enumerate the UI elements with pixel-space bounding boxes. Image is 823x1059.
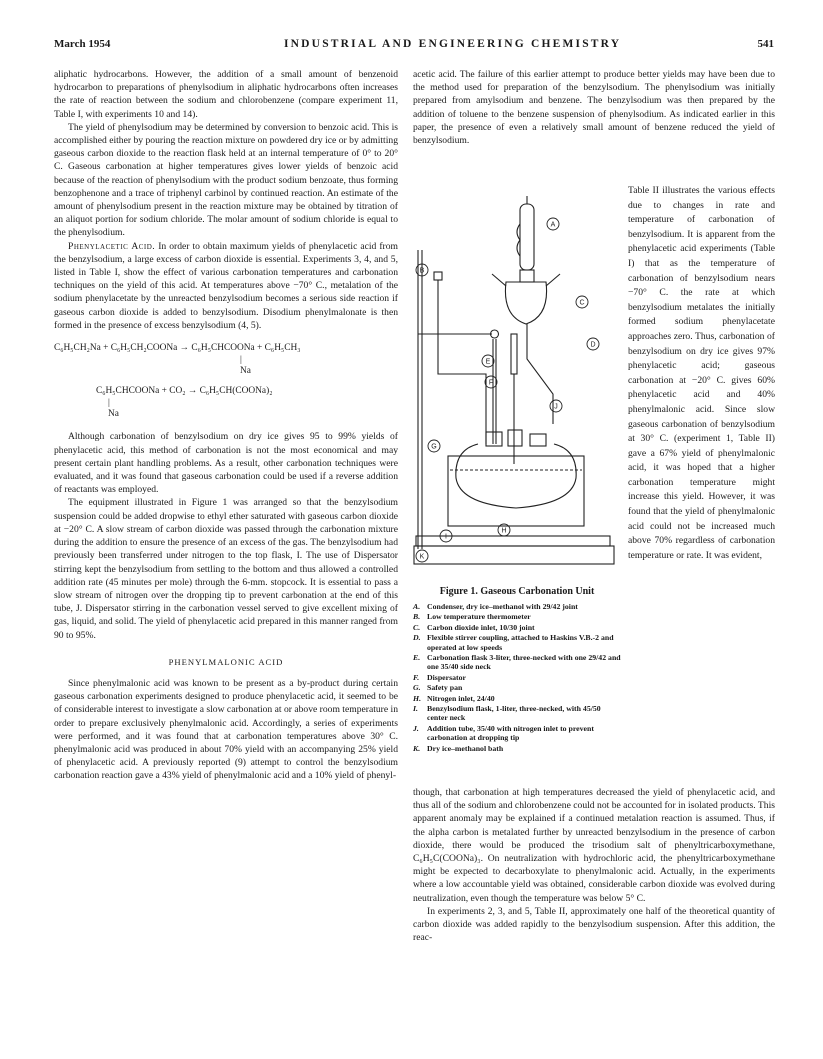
header-date: March 1954	[54, 38, 111, 50]
legend-key: G.	[413, 683, 421, 693]
legend-key: H.	[413, 693, 422, 703]
legend-item	[413, 724, 621, 743]
label-d: D	[590, 341, 596, 349]
legend-key: B.	[413, 612, 421, 622]
paragraph: acetic acid. The failure of this earlier attempt to produce better yields may have been due to the method used for preparation of the benzylsodium. The phenylsodium was initially prepared from amylsodium and benzene. The benzylsodium was then prepared by the addition of toluene to the benzene suspension of phenylsodium. As indicated earlier in this paper, the presence of even a relatively small amount of benzene reduced the yield of benzylsodium.	[413, 69, 775, 147]
paragraph: aliphatic hydrocarbons. However, the addition of a small amount of benzenoid hydrocarbon to preparations of phenylsodium in aliphatic hydrocarbons often increases the rate of reaction between the sodium and chlorobenzene (compare experiment 11, Table I, with experiments 10 and 14).	[54, 69, 398, 120]
legend-key: F.	[413, 672, 420, 682]
paragraph-text: In order to obtain maximum yields of phenylacetic acid from the benzylsodium, a large excess of carbon dioxide is essential. Experiments 3, 4, and 5, listed in Table I, show the effect of various carbonation temperatures and carbonation techniques on the yield of this acid. At temperatures above −70° C., metalation of the sodium phenylacetate by the unreacted benzylsodium becomes a serious side reaction if gaseous carbon dioxide is added to benzylsodium. Disodium phenylmalonate is then formed in the presence of excess benzylsodium (4, 5).	[54, 240, 398, 331]
legend-key: J.	[413, 723, 419, 733]
label-h: H	[501, 527, 507, 535]
figure-caption-block	[413, 582, 621, 754]
legend-item	[413, 623, 621, 632]
label-c: C	[579, 299, 585, 307]
label-e: E	[485, 358, 491, 366]
left-column	[54, 68, 398, 783]
legend-text: Safety pan	[427, 683, 463, 693]
figure-legend	[413, 602, 621, 753]
legend-text: Dry ice–methanol bath	[427, 743, 504, 753]
paragraph: The yield of phenylsodium may be determined by conversion to benzoic acid. This is accomplished either by pouring the reaction mixture on powdered dry ice or by admitting gaseous carbon dioxide to the reaction flask held at an internal temperature of 0° to 20° C. Gaseous carbonation at higher temperatures gives lower yields of benzoic acid because of the reaction of phenylsodium with the product sodium benzoate, thus forming benzophenone and a trace of triphenyl carbinol by continued reaction. An estimate of the amount of phenylsodium present in the reaction mixture may be obtained by titration of an aliquot portion for sodium chloride. The molar amount of sodium chloride is equal to the phenylsodium.	[54, 121, 398, 239]
legend-key: E.	[413, 653, 421, 663]
label-g: G	[431, 443, 437, 451]
equation-2-substituent: | Na	[108, 398, 119, 420]
legend-text: Carbon dioxide inlet, 10/30 joint	[427, 622, 535, 632]
figure-1	[408, 194, 618, 584]
page-number: 541	[757, 38, 774, 50]
right-column-narrow: Table II illustrates the various effects due to changes in rate and temperature of carbonation of benzylsodium. It is apparent from the phenylacetic acid experiments (Table I) that as the temperature of carbonation of benzylsodium nears −70° C. the rate at which benzylsodium metalates the initially formed sodium phenylacetate approaches zero. Thus, carbonation of benzylsodium on dry ice gives 97% phenylacetic acid; gaseous carbonation at −20° C. gives 60% phenylacetic acid and 40% phenylmalonic acid. Since slow gaseous carbonation of benzylsodium at 30° C. (experiment 1, Table II) gave a 67% yield of phenylmalonic acid, it was hoped that a higher carbonation temperature might increase this yield. However, it was found that the yield of phenylmalonic acid could not be increased much above 70% regardless of carbonation temperature or rate. It was evident,	[628, 185, 775, 561]
label-f: F	[488, 379, 494, 387]
paragraph: In experiments 2, 3, and 5, Table II, approximately one half of the theoretical quantity of carbon dioxide was added rapidly to the benzylsodium suspension. After this addition, the reac-	[413, 905, 775, 944]
section-heading: PHENYLMALONIC ACID	[168, 656, 284, 667]
legend-item	[413, 694, 621, 703]
legend-key: D.	[413, 633, 421, 643]
na-label: Na	[240, 366, 251, 377]
legend-item	[413, 744, 621, 753]
legend-text: Nitrogen inlet, 24/40	[427, 693, 495, 703]
legend-text: Low temperature thermometer	[427, 612, 531, 622]
label-i: I	[445, 533, 447, 541]
legend-item	[413, 673, 621, 682]
journal-title: INDUSTRIAL AND ENGINEERING CHEMISTRY	[284, 38, 622, 50]
paragraph: though, that carbonation at high temperatures decreased the yield of phenylacetic acid, and thus all of the sodium and chlorobenzene could not be accounted for in isolated products. This apparent anomaly may be explained if a continued metalation reaction is assumed. Thus, if the alpha carbon is metalated further by unreacted benzylsodium in the presence of carbon dioxide, there would be produced the trisodium salt of phenyltricarboxymethane, C₆H₅C(COONa)₃. On neutralization with hydrochloric acid, the phenyltricarboxymethane might be expected to decarboxylate to phenylmalonic acid. Actually, in the experiments where a low accountable yield was obtained, considerable carbon dioxide was evolved during neutralization, even though the temperature was below 5° C.	[413, 787, 775, 904]
equation-1: C₆H₅CH₂Na + C₆H₅CH₂COONa → C₆H₅CHCOONa + C₆H₅CH₃	[54, 343, 301, 354]
legend-key: I.	[413, 704, 418, 714]
legend-key: K.	[413, 743, 421, 753]
legend-item	[413, 612, 621, 621]
right-column-bottom	[413, 786, 775, 944]
legend-key: A.	[413, 602, 421, 611]
legend-text: Benzylsodium flask, 1-liter, three-necked, with 45/50 center neck	[427, 704, 601, 723]
label-k: K	[419, 553, 425, 561]
legend-text: Carbonation flask 3-liter, three-necked with one 29/42 and one 35/40 side neck	[427, 653, 621, 672]
legend-text: Dispersator	[427, 672, 466, 682]
legend-text: Addition tube, 35/40 with nitrogen inlet to prevent carbonation at dropping tip	[427, 723, 594, 743]
na-label: Na	[108, 409, 119, 420]
apparatus-diagram	[408, 194, 618, 584]
label-b: B	[419, 267, 425, 275]
legend-item	[413, 653, 621, 672]
paragraph: Although carbonation of benzylsodium on dry ice gives 95 to 99% yields of phenylacetic acid, this method of carbonation is not the most economical and may present certain plant handling problems. As a result, other carbonation techniques were evaluated, and it was found that gaseous carbonation could be used if a reverse addition of reactants was employed.	[54, 431, 398, 496]
legend-item	[413, 704, 621, 723]
label-j: J	[554, 403, 558, 411]
paragraph: Since phenylmalonic acid was known to be present as a by-product during certain gaseous carbonation experiments designed to produce phenylacetic acid, it seemed to be of considerable interest to investigate a slow carbonation at or above room temperature in order to prepare exclusively phenylmalonic acid. Accordingly, a series of experiments were performed, and it was found that at carbonation temperatures above 30° C. phenylmalonic acid was produced in about 70% yield with an accompanying 25% yield of phenylacetic acid. A previously reported (9) attempt to control the benzylsodium carbonation reaction gave a 43% yield of phenylmalonic acid and a 10% yield of phenyl-	[54, 677, 398, 782]
running-header	[54, 38, 774, 54]
equation-1-substituent: | Na	[240, 355, 251, 377]
legend-key: C.	[413, 622, 421, 632]
paragraph	[54, 240, 398, 332]
legend-item	[413, 602, 621, 611]
legend-item	[413, 633, 621, 652]
equation-2: C₆H₅CHCOONa + CO₂ → C₆H₅CH(COONa)₂	[96, 386, 273, 397]
reaction-equations	[54, 342, 398, 420]
paragraph: The equipment illustrated in Figure 1 was arranged so that the benzylsodium suspension could be added dropwise to ethyl ether saturated with gaseous carbon dioxide at −20° C. A slow stream of carbon dioxide was passed through the carbonation mixture during the addition to ensure the presence of an excess of the gas. The benzylsodium had previously been transferred under nitrogen to the top flask, I. The use of Dispersator stirring kept the benzylsodium from settling to the bottom and thus allowed a controlled addition rate (45 minutes per mole) through the 6-mm. stopcock. It is essential to pass a slow stream of nitrogen over the dropping tip to prevent carbonation at the end of this tube, J. Dispersator stirring in the carbonation vessel served to give excellent mixing of gas, liquid, and solid. The yield of phenylacetic acid prepared in this manner ranged from 90 to 95%.	[54, 497, 398, 641]
figure-caption: Figure 1. Gaseous Carbonation Unit	[439, 586, 595, 597]
legend-text: Condenser, dry ice–methanol with 29/42 joint	[427, 602, 578, 611]
label-a: A	[550, 221, 556, 229]
run-in-heading: Phenylacetic Acid.	[68, 240, 156, 252]
legend-text: Flexible stirrer coupling, attached to Haskins V.B.-2 and operated at low speeds	[427, 633, 614, 652]
legend-item	[413, 683, 621, 692]
right-column-top	[413, 68, 775, 147]
